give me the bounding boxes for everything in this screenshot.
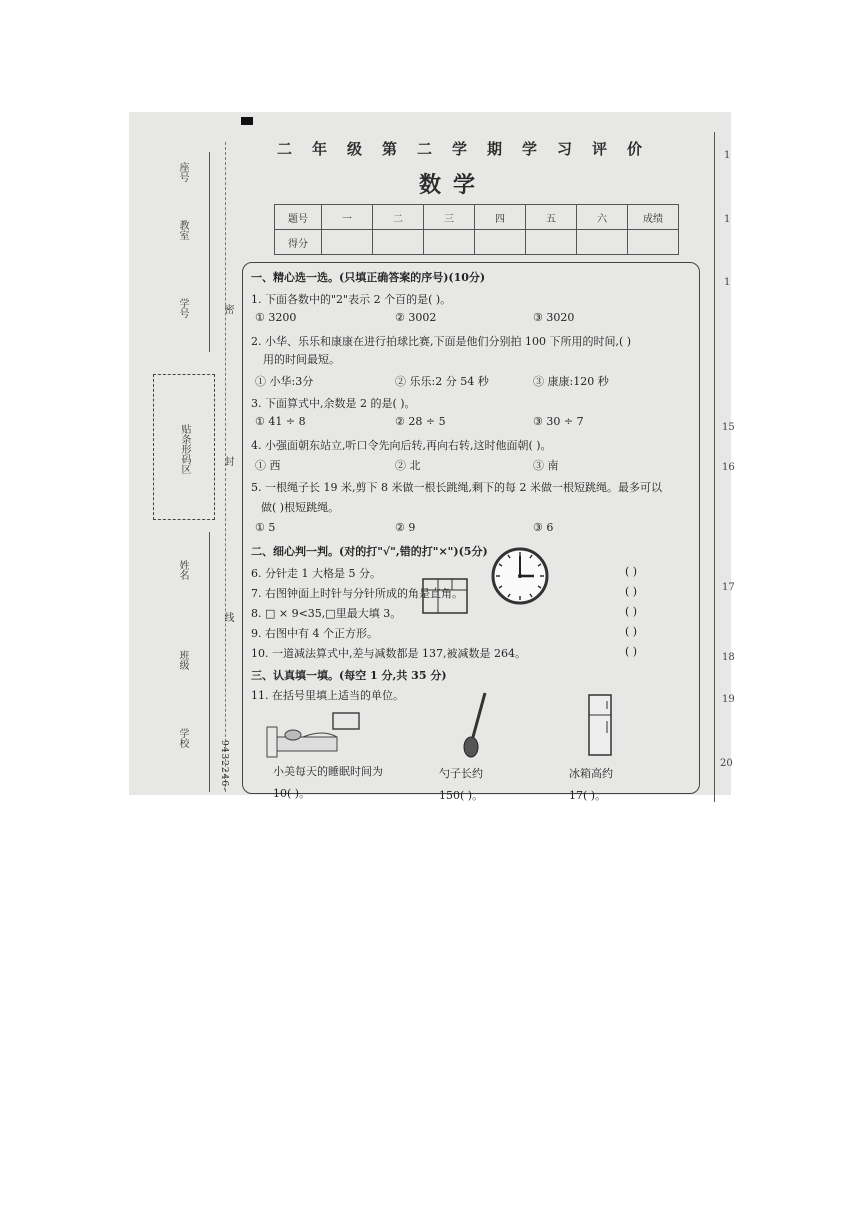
q8-text: 8. □ × 9<35,□里最大填 3。: [251, 607, 402, 620]
exam-photo: [129, 112, 735, 802]
seal-xian: 线: [222, 612, 233, 622]
q9-text: 9. 右图中有 4 个正方形。: [251, 627, 378, 640]
table-cell: 三: [424, 205, 475, 230]
registration-mark: [241, 117, 253, 125]
item3-text: 冰箱高约: [569, 767, 613, 780]
room-label: 教室: [177, 220, 188, 240]
question-box: [242, 262, 700, 802]
q2-option: ② 乐乐:2 分 54 秒: [395, 375, 489, 388]
q5-option: ① 5: [255, 521, 276, 534]
exam-title: 二年级第二学期学习评价: [277, 140, 663, 158]
answer-paren[interactable]: ( ): [625, 625, 638, 638]
score-cell[interactable]: [628, 230, 679, 255]
section3-title: 三、认真填一填。(每空 1 分,共 35 分): [251, 669, 447, 682]
q3-option: ③ 30 ÷ 7: [533, 415, 584, 428]
answer-paren[interactable]: ( ): [625, 605, 638, 618]
q3-text: 3. 下面算式中,余数是 2 的是( )。: [251, 397, 416, 410]
spoon-illustration: [455, 689, 495, 761]
name-label: 姓名: [177, 560, 188, 580]
score-cell[interactable]: [373, 230, 424, 255]
q5-text: 5. 一根绳子长 19 米,剪下 8 米做一根长跳绳,剩下的每 2 米做一根短跳绳。最多可以: [251, 481, 662, 494]
edge-number: 1: [724, 214, 731, 225]
table-cell: 一: [322, 205, 373, 230]
cut-line: [225, 142, 226, 792]
item1-fill[interactable]: 10( )。: [273, 787, 311, 800]
table-cell: 题号: [275, 205, 322, 230]
q4-text: 4. 小强面朝东站立,听口令先向后转,再向右转,这时他面朝( )。: [251, 439, 552, 452]
item2-fill[interactable]: 150( )。: [439, 789, 484, 802]
q2-text-cont: 用的时间最短。: [263, 353, 340, 366]
edge-number: 18: [722, 652, 735, 663]
q4-option: ① 西: [255, 459, 281, 472]
q2-option: ③ 康康:120 秒: [533, 375, 609, 388]
q4-option: ② 北: [395, 459, 421, 472]
section2-title: 二、细心判一判。(对的打"√",错的打"×")(5分): [251, 545, 488, 558]
table-cell: 成绩: [628, 205, 679, 230]
q5-text-cont: 做( )根短跳绳。: [261, 501, 340, 514]
q4-option: ③ 南: [533, 459, 559, 472]
clock-figure: [490, 546, 550, 606]
table-cell: 六: [577, 205, 628, 230]
answer-paren[interactable]: ( ): [625, 585, 638, 598]
q7-text: 7. 右图钟面上时针与分针所成的角是直角。: [251, 587, 463, 600]
q2-option: ① 小华:3分: [255, 375, 314, 388]
edge-number: 20: [720, 758, 733, 769]
subject-title: 数学: [419, 172, 488, 198]
q2-text: 2. 小华、乐乐和康康在进行拍球比赛,下面是他们分别拍 100 下所用的时间,( ): [251, 335, 632, 348]
fridge-illustration: [585, 693, 617, 759]
student-id-label: 学号: [177, 298, 188, 318]
score-cell[interactable]: [577, 230, 628, 255]
table-row: [275, 205, 679, 230]
item1-text: 小美每天的睡眠时间为: [273, 765, 383, 778]
edge-number: 1: [724, 150, 731, 161]
table-cell: 四: [475, 205, 526, 230]
q11-text: 11. 在括号里填上适当的单位。: [251, 689, 404, 702]
item3-fill[interactable]: 17( )。: [569, 789, 607, 802]
table-cell: 五: [526, 205, 577, 230]
edge-number: 15: [722, 422, 735, 433]
margin-line: [209, 152, 210, 352]
edge-number: 17: [722, 582, 735, 593]
table-row: [275, 230, 679, 255]
seat-label: 座号: [177, 162, 188, 182]
edge-number: 19: [722, 694, 735, 705]
q1-option: ① 3200: [255, 311, 297, 324]
q10-text: 10. 一道减法算式中,差与减数都是 137,被减数是 264。: [251, 647, 526, 660]
seal-feng: 封: [222, 456, 233, 466]
answer-paren[interactable]: ( ): [625, 565, 638, 578]
sticker-label: 贴条形码区: [179, 424, 190, 474]
q5-option: ③ 6: [533, 521, 554, 534]
bed-illustration: [263, 711, 363, 759]
class-label: 班级: [177, 650, 188, 670]
q3-option: ① 41 ÷ 8: [255, 415, 306, 428]
answer-paren[interactable]: ( ): [625, 645, 638, 658]
section1-title: 一、精心选一选。(只填正确答案的序号)(10分): [251, 271, 486, 284]
q1-text: 1. 下面各数中的"2"表示 2 个百的是( )。: [251, 293, 452, 306]
table-cell: 二: [373, 205, 424, 230]
item2-text: 勺子长约: [439, 767, 483, 780]
school-label: 学校: [177, 728, 188, 748]
q3-option: ② 28 ÷ 5: [395, 415, 446, 428]
table-cell: 得分: [275, 230, 322, 255]
score-cell[interactable]: [322, 230, 373, 255]
seal-mi: 密: [222, 304, 233, 314]
squares-figure: [422, 578, 470, 616]
score-table: [274, 204, 679, 255]
score-cell[interactable]: [475, 230, 526, 255]
margin-line-lower: [209, 532, 210, 792]
score-cell[interactable]: [424, 230, 475, 255]
q1-option: ② 3002: [395, 311, 437, 324]
q6-text: 6. 分针走 1 大格是 5 分。: [251, 567, 381, 580]
edge-number: 1: [724, 277, 731, 288]
q1-option: ③ 3020: [533, 311, 575, 324]
paper-code: 9432246-: [219, 740, 229, 792]
edge-number: 16: [722, 462, 735, 473]
q5-option: ② 9: [395, 521, 416, 534]
score-cell[interactable]: [526, 230, 577, 255]
